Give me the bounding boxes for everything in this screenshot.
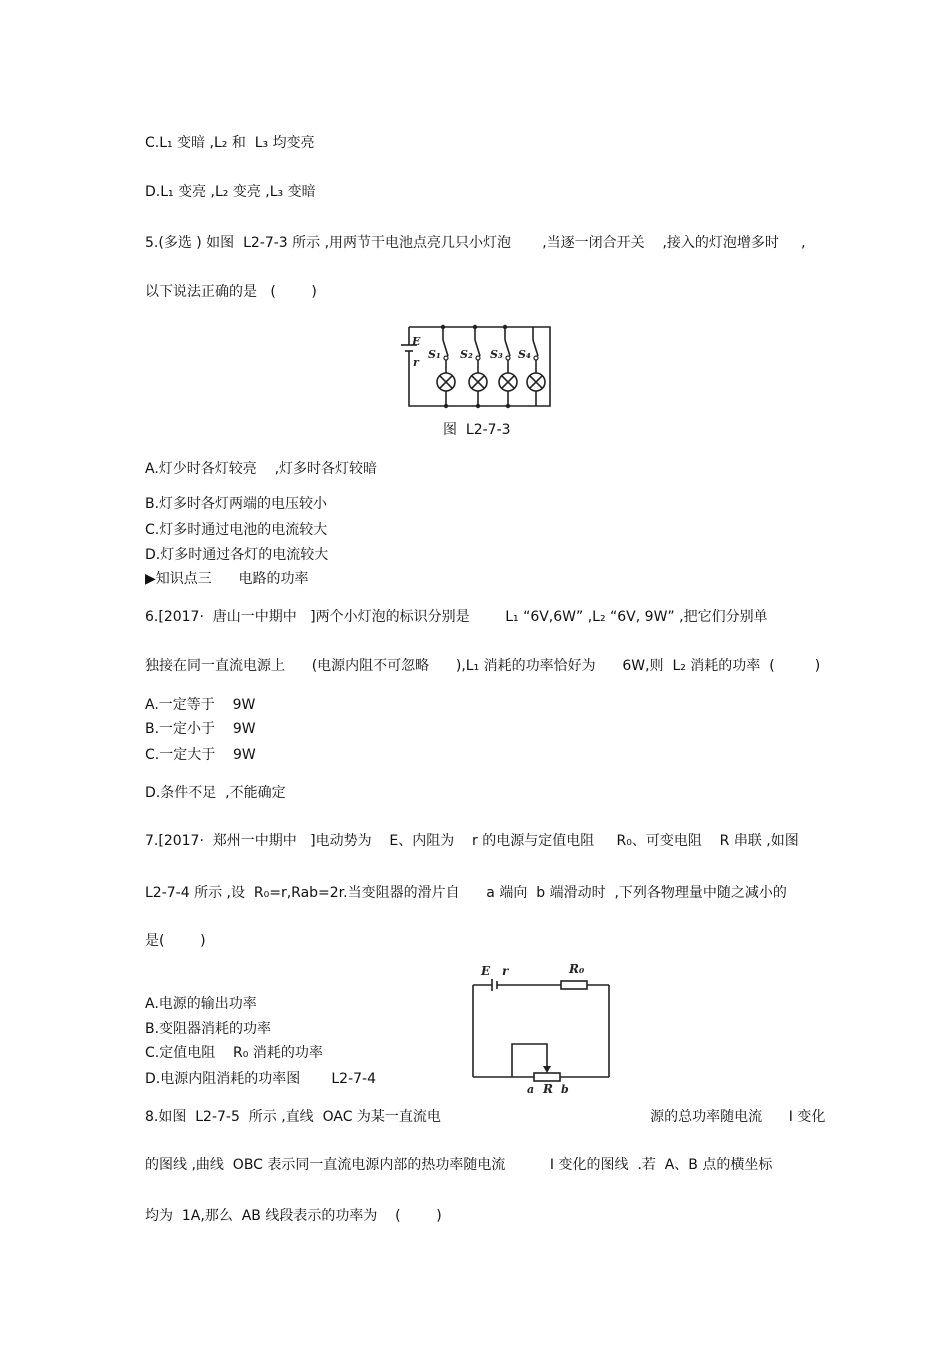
- q8-stem-line-2: 的图线 ,曲线 OBC 表示同一直流电源内部的热功率随电流 I 变化的图线 .若 A、B 点的横坐标: [145, 1157, 773, 1173]
- q8-stem-line-1: 8.如图 L2-7-5 所示 ,直线 OAC 为某一直流电 源的总功率随电流 I 变化: [145, 1109, 826, 1125]
- q7-stem-line-1: 7.[2017· 郑州一中期中 ]电动势为 E、内阻为 r 的电源与定值电阻 R₀、可变电阻 R 串联 ,如图: [145, 833, 799, 849]
- label-e: E: [481, 964, 491, 978]
- q5-option-b: B.灯多时各灯两端的电压较小: [145, 496, 328, 512]
- q5-option-d: D.灯多时通过各灯的电流较大: [145, 547, 329, 563]
- q5-option-a: A.灯少时各灯较亮 ,灯多时各灯较暗: [145, 461, 378, 477]
- q6-option-a: A.一定等于 9W: [145, 697, 256, 713]
- label-s2: S₂: [460, 348, 473, 361]
- circuit-figure-l2-7-3: [395, 318, 560, 413]
- q7-option-a: A.电源的输出功率: [145, 996, 257, 1012]
- label-s3: S₃: [490, 348, 503, 361]
- q7-stem-line-3: 是( ): [145, 933, 206, 949]
- q6-stem-line-1: 6.[2017· 唐山一中期中 ]两个小灯泡的标识分别是 L₁ “6V,6W” ,L₂ “6V, 9W” ,把它们分别单: [145, 609, 768, 625]
- q5-stem-line-1: 5.(多选 ) 如图 L2-7-3 所示 ,用两节干电池点亮几只小灯泡 ,当逐一闭合开关 ,接入的灯泡增多时 ,: [145, 235, 806, 251]
- circuit-figure-l2-7-4: [468, 960, 618, 1098]
- label-s4: S₄: [518, 348, 531, 361]
- q7-option-b: B.变阻器消耗的功率: [145, 1021, 272, 1037]
- label-a: a: [527, 1083, 535, 1096]
- q5-stem-line-2: 以下说法正确的是 ( ): [145, 284, 317, 300]
- label-rheostat-r: R: [543, 1082, 553, 1096]
- figure-caption-l2-7-3: 图 L2-7-3: [443, 422, 511, 438]
- section-heading-power: ▶知识点三 电路的功率: [145, 571, 309, 587]
- q6-option-c: C.一定大于 9W: [145, 747, 256, 763]
- q7-stem-line-2: L2-7-4 所示 ,设 R₀=r,Rab=2r.当变阻器的滑片自 a 端向 b 端滑动时 ,下列各物理量中随之减小的: [145, 885, 787, 901]
- label-e: E: [412, 335, 421, 348]
- q5-option-c: C.灯多时通过电池的电流较大: [145, 522, 328, 538]
- label-r0: R₀: [569, 962, 585, 976]
- q7-option-c: C.定值电阻 R₀ 消耗的功率: [145, 1045, 323, 1061]
- q4-option-c: C.L₁ 变暗 ,L₂ 和 L₃ 均变亮: [145, 135, 315, 151]
- q6-option-d: D.条件不足 ,不能确定: [145, 785, 286, 801]
- label-r: r: [502, 964, 509, 978]
- q6-stem-line-2: 独接在同一直流电源上 (电源内阻不可忽略 ),L₁ 消耗的功率恰好为 6W,则 L₂ 消耗的功率 ( ): [145, 658, 821, 674]
- q7-option-d: D.电源内阻消耗的功率图 L2-7-4: [145, 1071, 377, 1087]
- label-s1: S₁: [428, 348, 441, 361]
- q8-stem-line-3: 均为 1A,那么 AB 线段表示的功率为 ( ): [145, 1208, 442, 1224]
- label-r: r: [413, 356, 419, 369]
- label-b: b: [561, 1083, 569, 1096]
- q4-option-d: D.L₁ 变亮 ,L₂ 变亮 ,L₃ 变暗: [145, 184, 316, 200]
- q6-option-b: B.一定小于 9W: [145, 721, 256, 737]
